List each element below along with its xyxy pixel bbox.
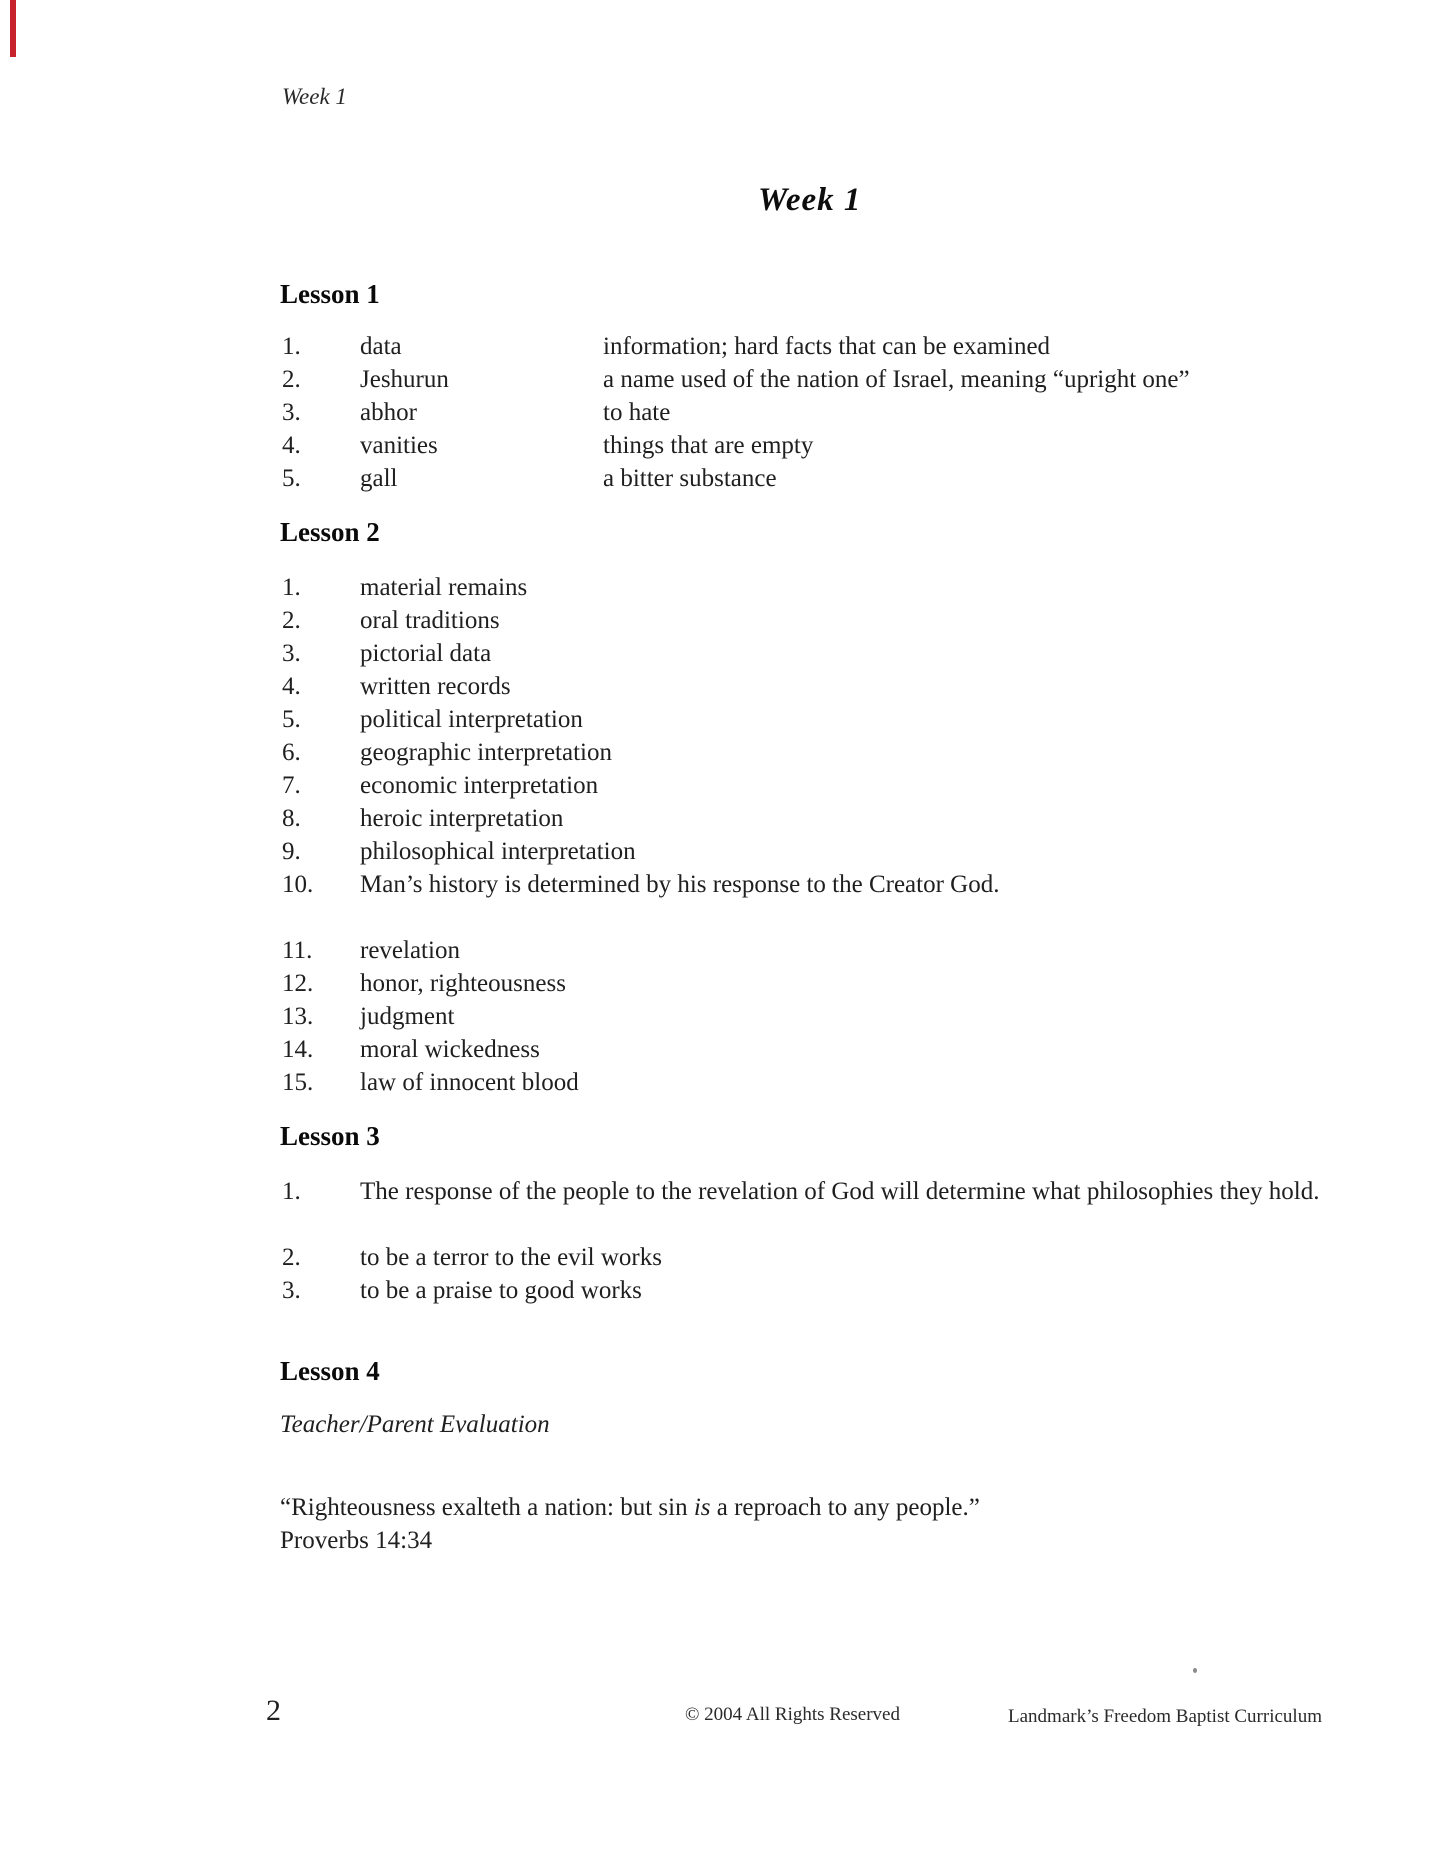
- item-number: 15.: [282, 1069, 314, 1096]
- quote-line: [280, 1491, 980, 1524]
- item-number: 8.: [282, 805, 301, 832]
- item-number: 13.: [282, 1003, 314, 1030]
- item-text: material remains: [360, 574, 528, 601]
- scan-artifact-red-line: [10, 0, 16, 57]
- item-number: 2.: [282, 607, 301, 634]
- item-text: law of innocent blood: [360, 1069, 579, 1096]
- item-term: data: [360, 333, 402, 360]
- item-text: economic interpretation: [360, 772, 599, 799]
- item-term: abhor: [360, 399, 417, 426]
- item-number: 2.: [282, 366, 301, 393]
- item-text: to be a terror to the evil works: [360, 1244, 662, 1271]
- item-text: pictorial data: [360, 640, 492, 667]
- item-text: written records: [360, 673, 511, 700]
- item-text: Man’s history is determined by his response to the Creator God.: [360, 871, 1000, 898]
- item-text: philosophical interpretation: [360, 838, 636, 865]
- item-text: heroic interpretation: [360, 805, 564, 832]
- publisher-name: Landmark’s Freedom Baptist Curriculum: [1008, 1706, 1322, 1727]
- item-number: 2.: [282, 1244, 301, 1271]
- item-number: 12.: [282, 970, 314, 997]
- item-term: Jeshurun: [360, 366, 449, 393]
- item-definition: to hate: [603, 399, 671, 426]
- item-number: 1.: [282, 574, 301, 601]
- scan-speck: [1193, 1668, 1197, 1673]
- lesson-4-heading: Lesson 4: [280, 1356, 380, 1386]
- quote-prefix: “Righteousness exalteth a nation: but sin: [280, 1494, 694, 1521]
- item-number: 11.: [282, 937, 313, 964]
- scripture-quote: [280, 1491, 980, 1557]
- item-number: 14.: [282, 1036, 314, 1063]
- item-text: moral wickedness: [360, 1036, 540, 1063]
- copyright-notice: © 2004 All Rights Reserved: [685, 1704, 900, 1725]
- item-number: 3.: [282, 640, 301, 667]
- item-number: 5.: [282, 706, 301, 733]
- item-definition: a name used of the nation of Israel, meaning “upright one”: [603, 366, 1190, 393]
- page-title: Week 1: [758, 182, 862, 218]
- item-term: vanities: [360, 432, 438, 459]
- teacher-parent-evaluation-label: Teacher/Parent Evaluation: [280, 1411, 550, 1438]
- item-definition: things that are empty: [603, 432, 814, 459]
- item-number: 4.: [282, 673, 301, 700]
- item-number: 7.: [282, 772, 301, 799]
- item-number: 3.: [282, 1277, 301, 1304]
- item-text: The response of the people to the revelation of God will determine what philosophies they hold.: [360, 1178, 1320, 1205]
- item-number: 4.: [282, 432, 301, 459]
- scripture-reference: Proverbs 14:34: [280, 1527, 433, 1554]
- item-text: oral traditions: [360, 607, 500, 634]
- item-number: 6.: [282, 739, 301, 766]
- item-number: 10.: [282, 871, 314, 898]
- page-number: 2: [266, 1694, 281, 1727]
- item-text: honor, righteousness: [360, 970, 566, 997]
- item-definition: a bitter substance: [603, 465, 777, 492]
- item-number: 1.: [282, 1178, 301, 1205]
- lesson-3-heading: Lesson 3: [280, 1121, 380, 1151]
- item-definition: information; hard facts that can be examined: [603, 333, 1051, 360]
- item-number: 3.: [282, 399, 301, 426]
- item-text: political interpretation: [360, 706, 583, 733]
- quote-suffix: a reproach to any people.”: [710, 1494, 980, 1521]
- quote-italic-word: is: [693, 1494, 711, 1521]
- item-text: revelation: [360, 937, 460, 964]
- item-term: gall: [360, 465, 398, 492]
- item-text: geographic interpretation: [360, 739, 612, 766]
- lesson-1-heading: Lesson 1: [280, 279, 380, 309]
- item-text: to be a praise to good works: [360, 1277, 642, 1304]
- running-header: Week 1: [282, 84, 347, 109]
- item-number: 1.: [282, 333, 301, 360]
- item-number: 9.: [282, 838, 301, 865]
- item-number: 5.: [282, 465, 301, 492]
- lesson-2-heading: Lesson 2: [280, 517, 380, 547]
- item-text: judgment: [360, 1003, 455, 1030]
